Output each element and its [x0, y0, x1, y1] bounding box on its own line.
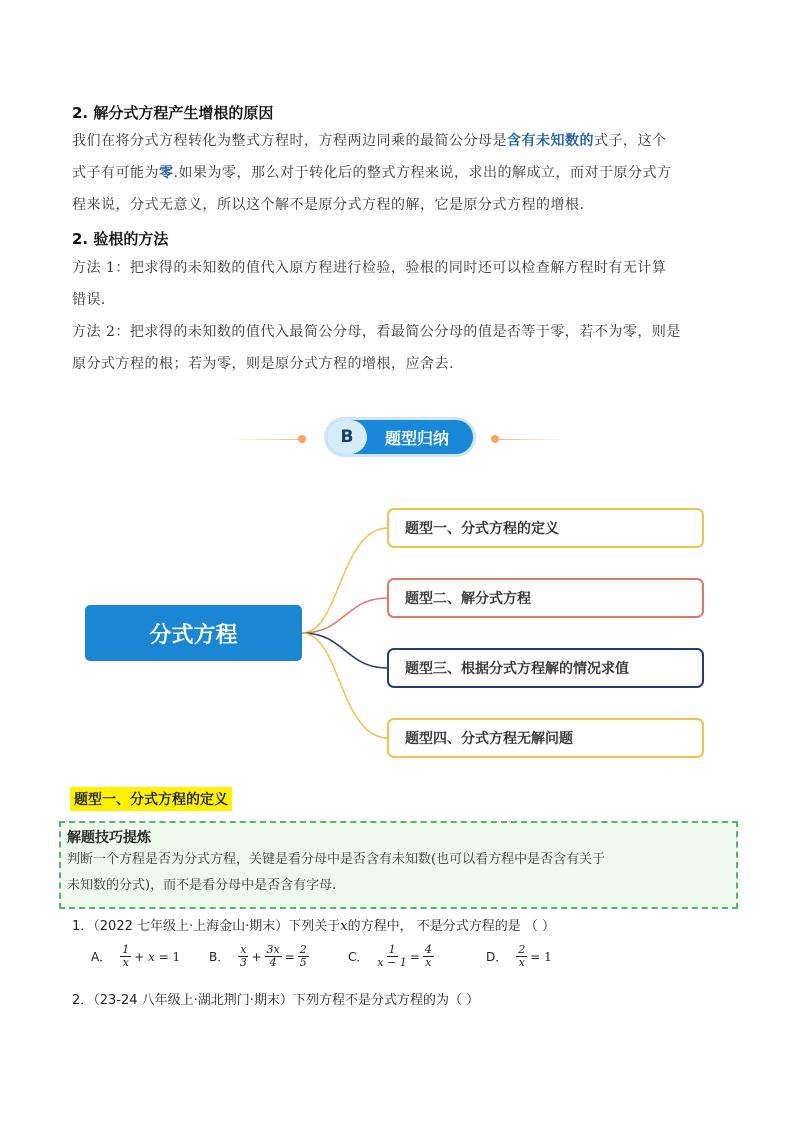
- highlight-unknown: 含有未知数的: [507, 133, 594, 149]
- mindmap-node-type-1[interactable]: 题型一、分式方程的定义: [387, 508, 704, 548]
- fraction: $\frac{2}{x}$: [518, 943, 526, 969]
- section-title-extraneous-roots: 2. 解分式方程产生增根的原因: [72, 104, 274, 122]
- tip-box: [59, 821, 738, 909]
- question-2-stem: 2．（23-24 八年级上·湖北荆门·期末）下列方程不是分式方程的为（ ）: [72, 993, 480, 1008]
- option-d[interactable]: D． $\frac{2}{x}$ = 1: [486, 943, 552, 969]
- question-text: 1．（2022 七年级上·上海金山·期末）下列关于: [72, 919, 341, 934]
- fraction: $\frac{1}{x - 1}$: [377, 943, 407, 969]
- option-c[interactable]: C． $\frac{1}{x - 1}$ = $\frac{4}{x}$: [348, 943, 432, 969]
- fraction: $\frac{4}{x}$: [424, 943, 432, 969]
- para-text: 程来说，分式无意义，所以这个解不是原分式方程的解，它是原分式方程的增根.: [72, 197, 585, 213]
- option-a[interactable]: A． $\frac{1}{x}$ + x = 1: [91, 943, 181, 969]
- banner-title: 题型归纳: [385, 428, 450, 448]
- option-label: B．: [209, 950, 230, 964]
- tip-title: 解题技巧提炼: [67, 830, 151, 846]
- mindmap-node-type-3[interactable]: 题型三、根据分式方程解的情况求值: [387, 648, 704, 688]
- method-2-line: 方法 2：把求得的未知数的值代入最简公分母，看最简公分母的值是否等于零，若不为零，则是: [72, 324, 681, 340]
- method-2-line: 原分式方程的根；若为零，则是原分式方程的增根，应舍去.: [72, 356, 454, 372]
- highlight-zero: 零: [159, 165, 174, 181]
- para-text: 我们在将分式方程转化为整式方程时，方程两边同乘的最简公分母是: [72, 133, 507, 149]
- option-label: D．: [486, 950, 508, 964]
- option-b[interactable]: B． $\frac{x}{3}$ + $\frac{3x}{4}$ = $\frac{2}{5}$: [209, 943, 307, 969]
- tip-line: 判断一个方程是否为分式方程，关键是看分母中是否含有未知数(也可以看方程中是否含有关于: [67, 852, 606, 867]
- section-title-verification: 2. 验根的方法: [72, 230, 169, 248]
- fraction: $\frac{x}{3}$: [239, 943, 247, 969]
- fraction: $\frac{1}{x}$: [122, 943, 130, 969]
- mindmap-node-type-4[interactable]: 题型四、分式方程无解问题: [387, 718, 704, 758]
- para-text: 式子有可能为: [72, 165, 159, 181]
- option-label: A．: [91, 950, 112, 964]
- method-1-line: 方法 1：把求得的未知数的值代入原方程进行检验，验根的同时还可以检查解方程时有无计算: [72, 260, 667, 276]
- method-1-line: 错误.: [72, 292, 106, 308]
- fraction: $\frac{3x}{4}$: [266, 943, 280, 969]
- variable-x: x: [340, 919, 348, 934]
- question-1-stem: [72, 915, 555, 934]
- para-text: 式子，这个: [594, 133, 667, 149]
- banner-letter: B: [327, 420, 367, 454]
- fraction: $\frac{2}{5}$: [299, 943, 307, 969]
- connector-4: [302, 633, 388, 738]
- mindmap-root: 分式方程: [85, 605, 302, 661]
- connector-1: [302, 528, 388, 633]
- question-text: 的方程中， 不是分式方程的是 （ ）: [347, 919, 556, 934]
- mindmap-node-type-2[interactable]: 题型二、解分式方程: [387, 578, 704, 618]
- option-label: C．: [348, 950, 369, 964]
- para-text: .如果为零，那么对于转化后的整式方程来说，求出的解成立，而对于原分式方: [173, 165, 672, 181]
- tip-line: 未知数的分式)，而不是看分母中是否含有字母.: [67, 878, 337, 893]
- type-1-heading: 题型一、分式方程的定义: [70, 787, 232, 811]
